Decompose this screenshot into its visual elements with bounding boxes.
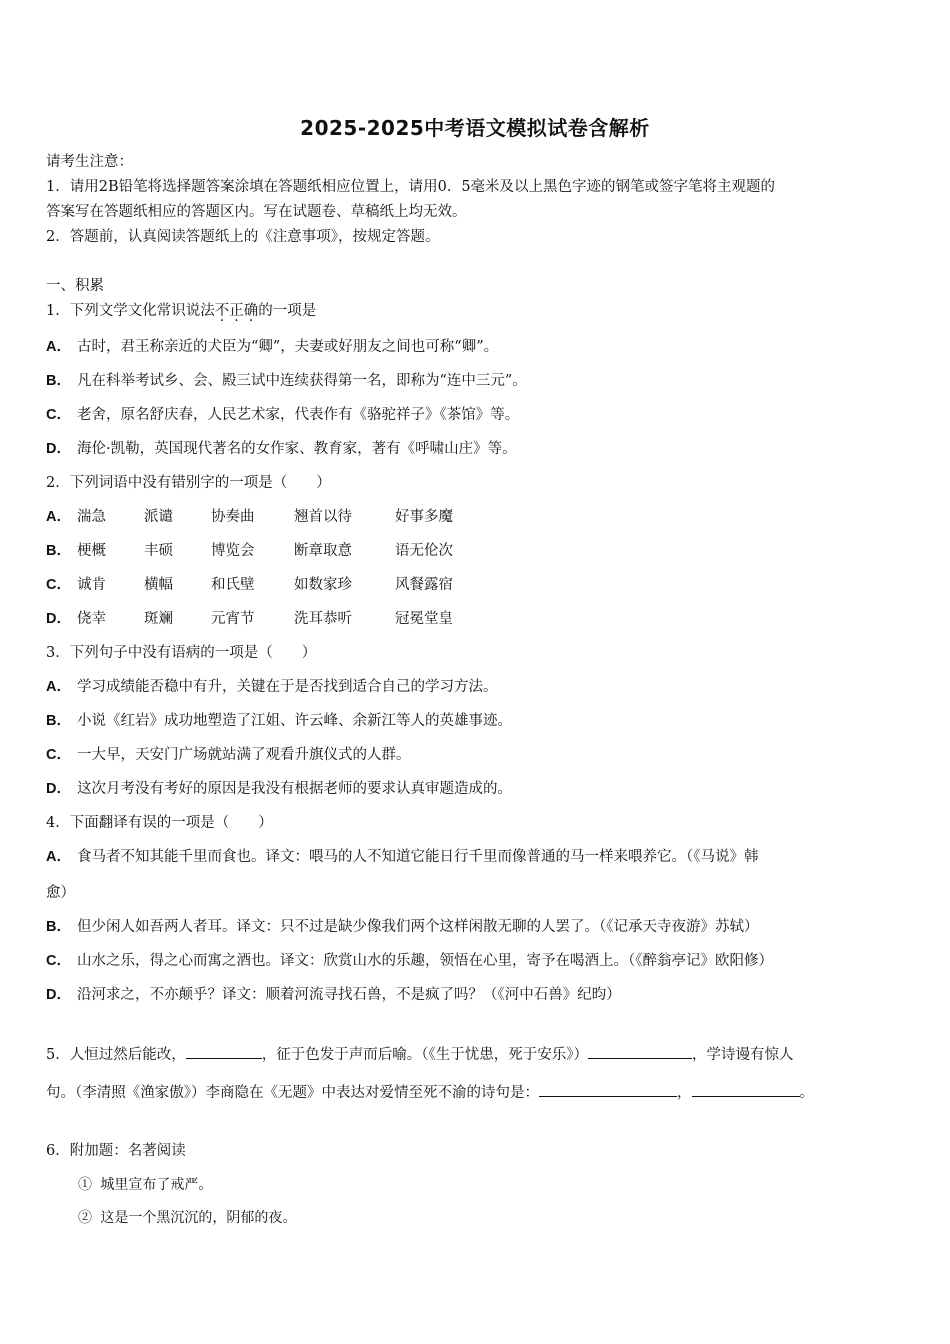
notice-item-2: 2．答题前，认真阅读答题纸上的《注意事项》，按规定答题。	[46, 229, 440, 245]
question-4-stem: 4．下面翻译有误的一项是（ ）	[46, 815, 273, 831]
q1-stem-emphasis-3: 确	[243, 303, 259, 319]
q1-option-a: A． 古时，君王称亲近的犬臣为“卿”，夫妻或好朋友之间也可称“卿”。	[46, 339, 499, 355]
question-6-stem: 6．附加题：名著阅读	[46, 1143, 186, 1159]
question-2-stem: 2．下列词语中没有错别字的一项是（ ）	[46, 475, 331, 491]
fill-blank-4[interactable]	[692, 1082, 800, 1097]
fill-blank-2[interactable]	[588, 1044, 692, 1059]
fill-blank-1[interactable]	[186, 1044, 262, 1059]
question-5-line-2: 句。（李清照《渔家傲》）李商隐在《无题》中表达对爱情至死不渝的诗句是： ， 。	[46, 1082, 814, 1103]
q1-option-c: C． 老舍，原名舒庆春，人民艺术家，代表作有《骆驼祥子》《茶馆》等。	[46, 407, 520, 423]
q2-option-d: D． 侥幸 斑斓 元宵节 洗耳恭听 冠冕堂皇	[46, 611, 453, 627]
q4-option-c: C． 山水之乐，得之心而寓之酒也。译文：欣赏山水的乐趣，领悟在心里，寄予在喝酒上。（《醉翁亭记》欧阳修）	[46, 953, 773, 969]
q2-option-a: A． 湍急 派谴 协奏曲 翘首以待 好事多魔	[46, 509, 453, 525]
q6-reading-item-2: ② 这是一个黑沉沉的，阴郁的夜。	[78, 1210, 297, 1226]
q4-option-a-line-2: 愈）	[46, 885, 75, 901]
q3-option-b: B． 小说《红岩》成功地塑造了江姐、许云峰、余新江等人的英雄事迹。	[46, 713, 512, 729]
q1-stem-pre: 1．下列文学文化常识说法	[46, 303, 215, 319]
q1-stem-emphasis-2: 正	[229, 303, 244, 319]
q2-option-b: B． 梗概 丰硕 博览会 断章取意 语无伦次	[46, 543, 453, 559]
q6-reading-item-1: ① 城里宣布了戒严。	[78, 1177, 213, 1193]
q3-option-a: A． 学习成绩能否稳中有升，关键在于是否找到适合自己的学习方法。	[46, 679, 498, 695]
q4-option-b: B． 但少闲人如吾两人者耳。译文：只不过是缺少像我们两个这样闲散无聊的人罢了。（《记承天寺夜游》苏轼）	[46, 919, 759, 935]
q2-option-c: C． 诚肯 横幅 和氏壁 如数家珍 风餐露宿	[46, 577, 453, 593]
notice-item-1-line-1: 1．请用2B铅笔将选择题答案涂填在答题纸相应位置上，请用0．5毫米及以上黑色字迹的钢笔或签字笔将主观题的	[46, 179, 776, 195]
question-5-line-1: 5．人恒过然后能改， ，征于色发于声而后喻。（《生于忧患，死于安乐》） ，学诗谩有惊人	[46, 1044, 793, 1065]
q1-option-d: D． 海伦·凯勒，英国现代著名的女作家、教育家，著有《呼啸山庄》等。	[46, 441, 517, 457]
q1-option-b: B． 凡在科举考试乡、会、殿三试中连续获得第一名，即称为“连中三元”。	[46, 373, 527, 389]
fill-blank-3[interactable]	[539, 1082, 677, 1097]
section-heading: 一、积累	[46, 278, 104, 294]
q1-stem-post: 的一项是	[258, 303, 317, 319]
q4-option-d: D． 沿河求之，不亦颠乎？译文：顺着河流寻找石兽，不是疯了吗？（《河中石兽》纪昀）	[46, 987, 621, 1003]
q4-option-a-line-1: A． 食马者不知其能千里而食也。译文：喂马的人不知道它能日行千里而像普通的马一样来喂养它。（《马说》韩	[46, 849, 759, 865]
question-3-stem: 3．下列句子中没有语病的一项是（ ）	[46, 645, 317, 661]
notice-item-1-line-2: 答案写在答题纸相应的答题区内。写在试题卷、草稿纸上均无效。	[46, 204, 467, 220]
page-title: 2025-2025中考语文模拟试卷含解析	[300, 116, 650, 140]
q3-option-c: C． 一大早，天安门广场就站满了观看升旗仪式的人群。	[46, 747, 411, 763]
notice-heading: 请考生注意：	[46, 154, 133, 170]
question-1-stem	[46, 301, 316, 321]
q3-option-d: D． 这次月考没有考好的原因是我没有根据老师的要求认真审题造成的。	[46, 781, 512, 797]
q1-stem-emphasis-1: 不	[214, 303, 230, 319]
